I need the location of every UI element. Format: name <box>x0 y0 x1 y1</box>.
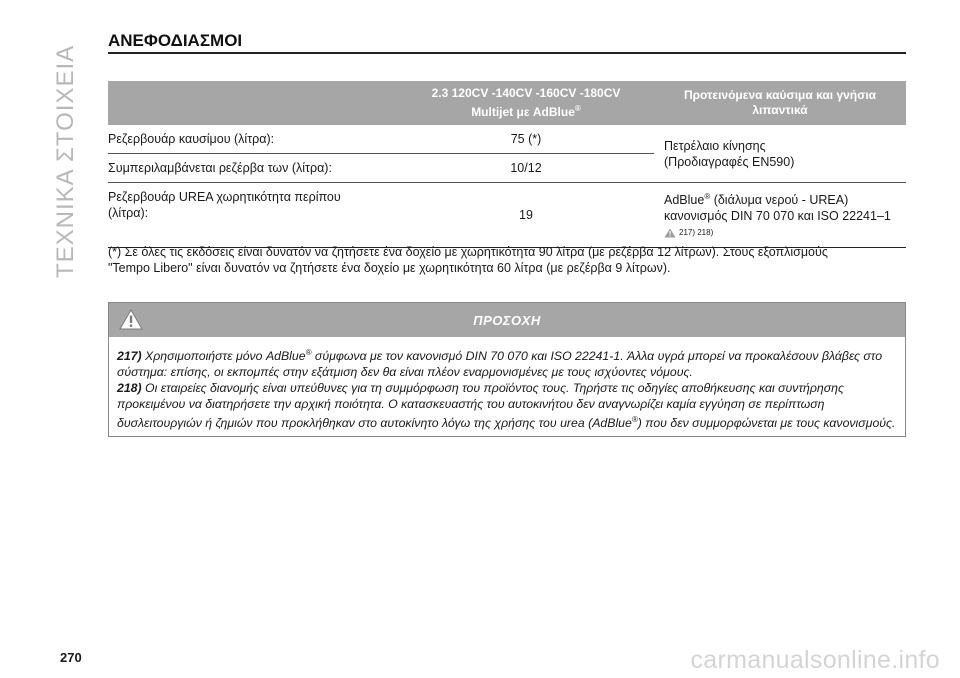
caution-item: 217) Χρησιμοποιήστε μόνο AdBlue® σύμφωνα με τον κανονισμό DIN 70 070 και ISO 22241-1. Άλλα υγρά μπορεί να προκαλέσουν βλάβες στο σύστημα: επίσης, οι εκπομπές στην εξάτμιση δεν θα είναι πλέον εναρμονισμένες με τους ισχύοντες νόμους. <box>117 348 883 380</box>
caution-title: ΠΡΟΣΟΧΗ <box>473 312 541 328</box>
table-row <box>108 183 906 248</box>
adblue-spec: AdBlue® (διάλυμα νερού - UREA) κανονισμός DIN 70 070 και ISO 22241–1 217) 218) <box>654 183 906 248</box>
table-row <box>108 125 906 154</box>
page-title: ΑΝΕΦΟΔΙΑΣΜΟΙ <box>108 31 243 50</box>
row-label: Ρεζερβουάρ UREA χωρητικότητα περίπου (λίτρα): <box>108 183 398 248</box>
row-value: 19 <box>398 183 654 248</box>
page-number: 270 <box>60 650 82 665</box>
caution-item: 218) Οι εταιρείες διανομής είναι υπεύθυνες για τη συμμόρφωση του προϊόντος τους. Τηρήστε τις οδηγίες αποθήκευσης και συντήρησης προκειμένου να διατηρήσετε την αρχική ποιότητα. Ο κατασκευαστής του αυτοκινήτου δεν αναγνωρίζει καμία εγγύηση σε περίπτωση δυσλειτουργιών ή ζημιών που προκλήθηκαν στο αυτοκίνητο λόγω της χρήσης του urea (AdBlue®) που δεν συμμορφώνεται με τους κανονισμούς. <box>117 381 896 431</box>
row-value: 10/12 <box>398 154 654 183</box>
footnote: (*) Σε όλες τις εκδόσεις είναι δυνατόν να ζητήσετε ένα δοχείο με χωρητικότητα 90 λίτρα (με ρεζέρβα 12 λίτρων). Στους εξοπλισμούς "Tempo Libero" είναι δυνατόν να ζητήσετε ένα δοχείο με χωρητικότητα 60 λίτρα (με ρεζέρβα 9 λίτρων). <box>108 245 828 275</box>
caution-header <box>109 303 905 337</box>
section-side-title: ΤΕΧΝΙΚΑ ΣΤΟΙΧΕΙΑ <box>52 44 79 278</box>
table-header-fluids: Προτεινόμενα καύσιμα και γνήσια λιπαντικά <box>654 81 906 125</box>
title-divider <box>108 52 906 54</box>
row-label: Ρεζερβουάρ καυσίμου (λίτρα): <box>108 125 398 154</box>
watermark: carmanualsonline.info <box>690 646 940 674</box>
fuel-spec: Πετρέλαιο κίνησης (Προδιαγραφές EN590) <box>654 125 906 183</box>
table-header-engine: 2.3 120CV -140CV -160CV -180CV Multijet με AdBlue® <box>398 81 654 125</box>
warning-triangle-icon <box>119 309 143 330</box>
warning-refs: 217) 218) <box>664 225 906 241</box>
caution-body <box>109 337 905 431</box>
caution-box <box>108 302 906 437</box>
row-label: Συμπεριλαμβάνεται ρεζέρβα των (λίτρα): <box>108 154 398 183</box>
refuelling-table <box>108 81 906 248</box>
row-value: 75 (*) <box>398 125 654 154</box>
table-header-blank <box>108 81 398 125</box>
warning-triangle-icon <box>664 228 676 238</box>
